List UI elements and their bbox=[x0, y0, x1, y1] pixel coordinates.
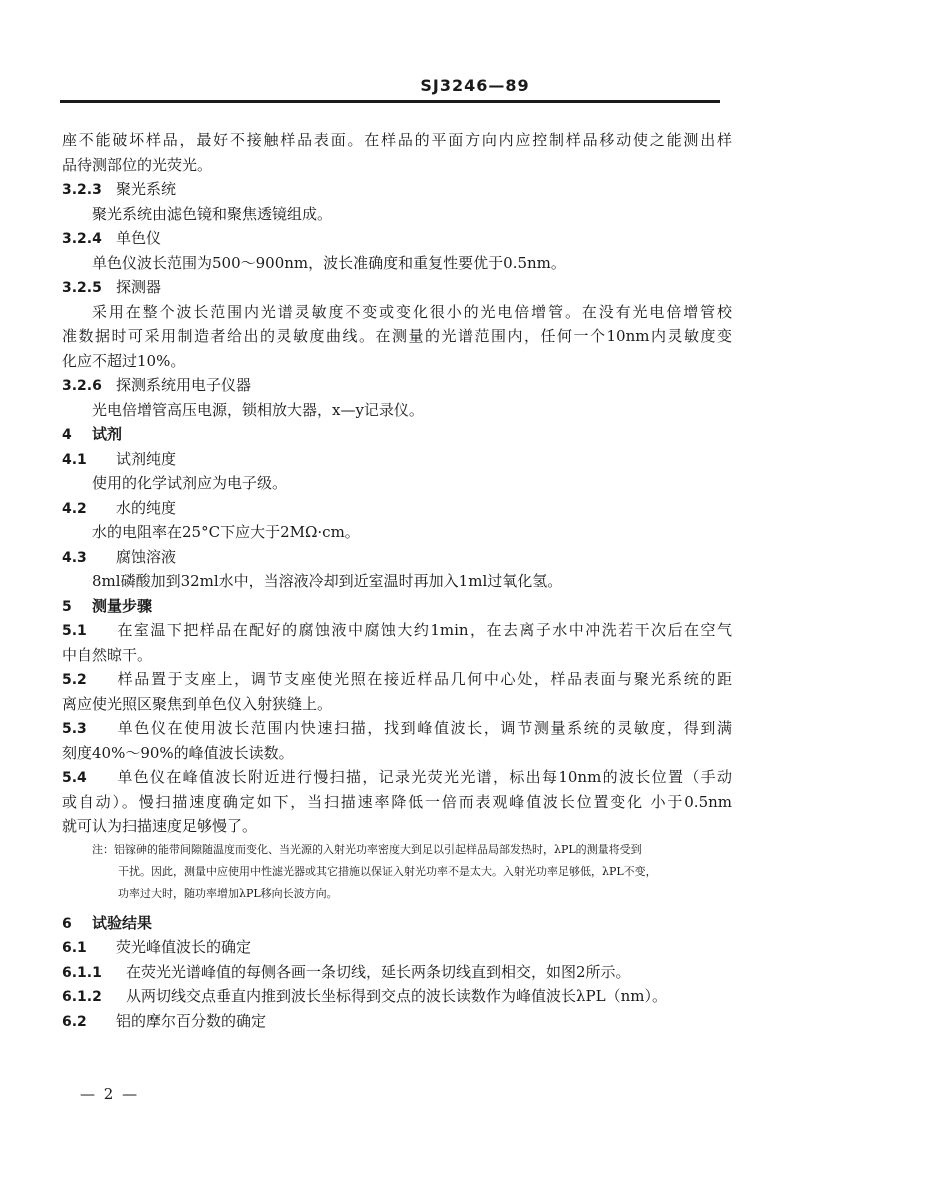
section-number: 5.3 bbox=[62, 721, 87, 737]
section-title: 试验结果 bbox=[92, 913, 153, 932]
section-number: 5.1 bbox=[62, 623, 87, 639]
section-4-1 bbox=[62, 447, 732, 472]
section-5-1 bbox=[62, 618, 732, 643]
section-title: 单色仪 bbox=[116, 229, 162, 247]
paragraph-text: 在室温下把样品在配好的腐蚀液中腐蚀大约1min，在去离子水中冲洗若干次后在空气 bbox=[116, 621, 732, 639]
section-number: 3.2.3 bbox=[62, 182, 102, 198]
paragraph-line: 8ml磷酸加到32ml水中，当溶液冷却到近室温时再加入1ml过氧化氢。 bbox=[92, 572, 563, 590]
section-number: 4.2 bbox=[62, 500, 87, 517]
standard-number: SJ3246—89 bbox=[420, 76, 530, 95]
section-number: 4.1 bbox=[62, 451, 87, 468]
section-6 bbox=[62, 911, 732, 936]
page-body bbox=[62, 128, 732, 1033]
paragraph-text: 单色仪在峰值波长附近进行慢扫描，记录光荧光光谱，标出每10nm的波长位置（手动 bbox=[116, 768, 732, 786]
section-number: 4 bbox=[62, 427, 72, 443]
section-title: 试剂纯度 bbox=[116, 449, 177, 468]
paragraph-line: 中自然晾干。 bbox=[62, 645, 153, 664]
section-number: 4.3 bbox=[62, 549, 87, 566]
section-number: 3.2.4 bbox=[62, 231, 102, 247]
section-3-2-5 bbox=[62, 275, 732, 300]
section-3-2-4 bbox=[62, 226, 732, 251]
section-3-2-6 bbox=[62, 373, 732, 398]
section-number: 6.1.2 bbox=[62, 989, 102, 1005]
paragraph-line: 化应不超过10%。 bbox=[62, 351, 186, 370]
section-title: 腐蚀溶液 bbox=[116, 547, 177, 566]
section-5-4 bbox=[62, 765, 732, 790]
paragraph-line: 水的电阻率在25°C下应大于2MΩ·cm。 bbox=[92, 523, 360, 541]
paragraph-text: 样品置于支座上，调节支座使光照在接近样品几何中心处，样品表面与聚光系统的距 bbox=[116, 670, 732, 688]
section-6-2 bbox=[62, 1009, 732, 1034]
section-4 bbox=[62, 422, 732, 447]
paragraph-line: 光电倍增管高压电源，锁相放大器，x—y记录仪。 bbox=[92, 400, 424, 419]
section-5 bbox=[62, 594, 732, 619]
paragraph-line: 离应使光照区聚焦到单色仪入射狭缝上。 bbox=[62, 694, 333, 713]
page-number: — 2 — bbox=[80, 1085, 140, 1103]
section-number: 3.2.6 bbox=[62, 378, 102, 394]
header-rule bbox=[60, 100, 720, 103]
note-line: 功率过大时，随功率增加λPL移向长波方向。 bbox=[118, 886, 338, 900]
paragraph-line: 或自动）。慢扫描速度确定如下，当扫描速率降低一倍而表观峰值波长位置变化 小于0.5nm bbox=[62, 792, 732, 811]
section-4-3 bbox=[62, 545, 732, 570]
section-number: 5.2 bbox=[62, 672, 87, 688]
paragraph-line: 就可认为扫描速度足够慢了。 bbox=[62, 817, 258, 835]
section-title: 铝的摩尔百分数的确定 bbox=[116, 1011, 267, 1030]
paragraph-line: 座不能破坏样品，最好不接触样品表面。在样品的平面方向内应控制样品移动使之能测出样 bbox=[62, 131, 732, 149]
note-line: 注：铝镓砷的能带间隙随温度而变化、当光源的入射光功率密度大到足以引起样品局部发热时，λPL的测量将受到 bbox=[92, 842, 642, 856]
section-title: 水的纯度 bbox=[116, 498, 177, 517]
paragraph-line: 采用在整个波长范围内光谱灵敏度不变或变化很小的光电倍增管。在没有光电倍增管校 bbox=[92, 302, 732, 321]
section-title: 探测器 bbox=[116, 278, 162, 296]
section-title: 测量步骤 bbox=[92, 596, 153, 615]
paragraph-line: 刻度40%～90%的峰值波长读数。 bbox=[62, 743, 294, 762]
section-number: 3.2.5 bbox=[62, 280, 102, 296]
section-title: 探测系统用电子仪器 bbox=[116, 376, 252, 394]
section-title: 聚光系统 bbox=[116, 180, 177, 198]
paragraph-line: 品待测部位的光荧光。 bbox=[62, 155, 213, 174]
paragraph-text: 从两切线交点垂直内推到波长坐标得到交点的波长读数作为峰值波长λPL（nm）。 bbox=[126, 987, 667, 1005]
section-4-2 bbox=[62, 496, 732, 521]
section-3-2-3 bbox=[62, 177, 732, 202]
section-number: 5 bbox=[62, 598, 72, 615]
section-title: 荧光峰值波长的确定 bbox=[116, 938, 252, 956]
paragraph-line: 准数据时可采用制造者给出的灵敏度曲线。在测量的光谱范围内，任何一个10nm内灵敏度变 bbox=[62, 327, 732, 345]
paragraph-line: 单色仪波长范围为500～900nm，波长准确度和重复性要优于0.5nm。 bbox=[92, 253, 566, 272]
section-5-3 bbox=[62, 716, 732, 741]
paragraph-line: 使用的化学试剂应为电子级。 bbox=[92, 474, 288, 492]
note-line: 干扰。因此，测量中应使用中性滤光器或其它措施以保证入射光功率不是太大。入射光功率足够低，λPL不变， bbox=[118, 864, 657, 878]
section-title: 试剂 bbox=[92, 425, 123, 443]
paragraph-text: 在荧光光谱峰值的每侧各画一条切线，延长两条切线直到相交，如图2所示。 bbox=[126, 962, 631, 981]
section-number: 6.1.1 bbox=[62, 964, 102, 981]
section-6-1-1 bbox=[62, 960, 732, 985]
section-number: 6.2 bbox=[62, 1013, 87, 1030]
paragraph-text: 单色仪在使用波长范围内快速扫描，找到峰值波长，调节测量系统的灵敏度，得到满 bbox=[116, 719, 732, 737]
section-number: 6.1 bbox=[62, 940, 87, 956]
section-number: 6 bbox=[62, 915, 72, 932]
section-number: 5.4 bbox=[62, 770, 87, 786]
section-5-2 bbox=[62, 667, 732, 692]
section-6-1-2 bbox=[62, 984, 732, 1009]
paragraph-line: 聚光系统由滤色镜和聚焦透镜组成。 bbox=[92, 204, 333, 223]
section-6-1 bbox=[62, 935, 732, 960]
